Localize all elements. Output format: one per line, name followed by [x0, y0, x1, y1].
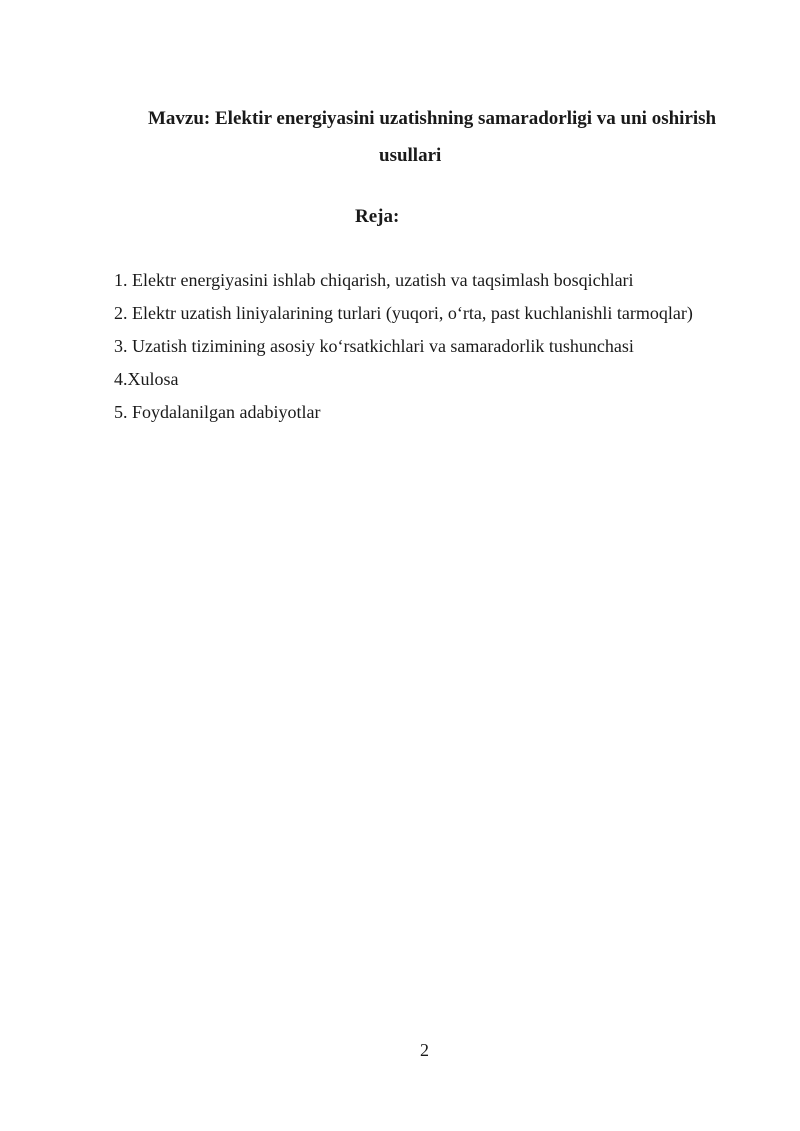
- plan-item-5: 5. Foydalanilgan adabiyotlar: [114, 402, 321, 422]
- plan-list: [114, 268, 693, 433]
- page-number: 2: [420, 1040, 429, 1060]
- plan-item-2: 2. Elektr uzatish liniyalarining turlari (yuqori, o‘rta, past kuchlanishli tarmoqlar): [114, 303, 693, 323]
- document-title-continuation: usullari: [379, 145, 442, 166]
- plan-item-3: 3. Uzatish tizimining asosiy ko‘rsatkichlari va samaradorlik tushunchasi: [114, 336, 634, 356]
- plan-item-1: 1. Elektr energiyasini ishlab chiqarish, uzatish va taqsimlash bosqichlari: [114, 270, 634, 290]
- plan-item-4: 4.Xulosa: [114, 369, 179, 389]
- plan-heading: Reja:: [355, 206, 400, 227]
- document-title: Mavzu: Elektir energiyasini uzatishning samaradorligi va uni oshirish: [148, 108, 717, 129]
